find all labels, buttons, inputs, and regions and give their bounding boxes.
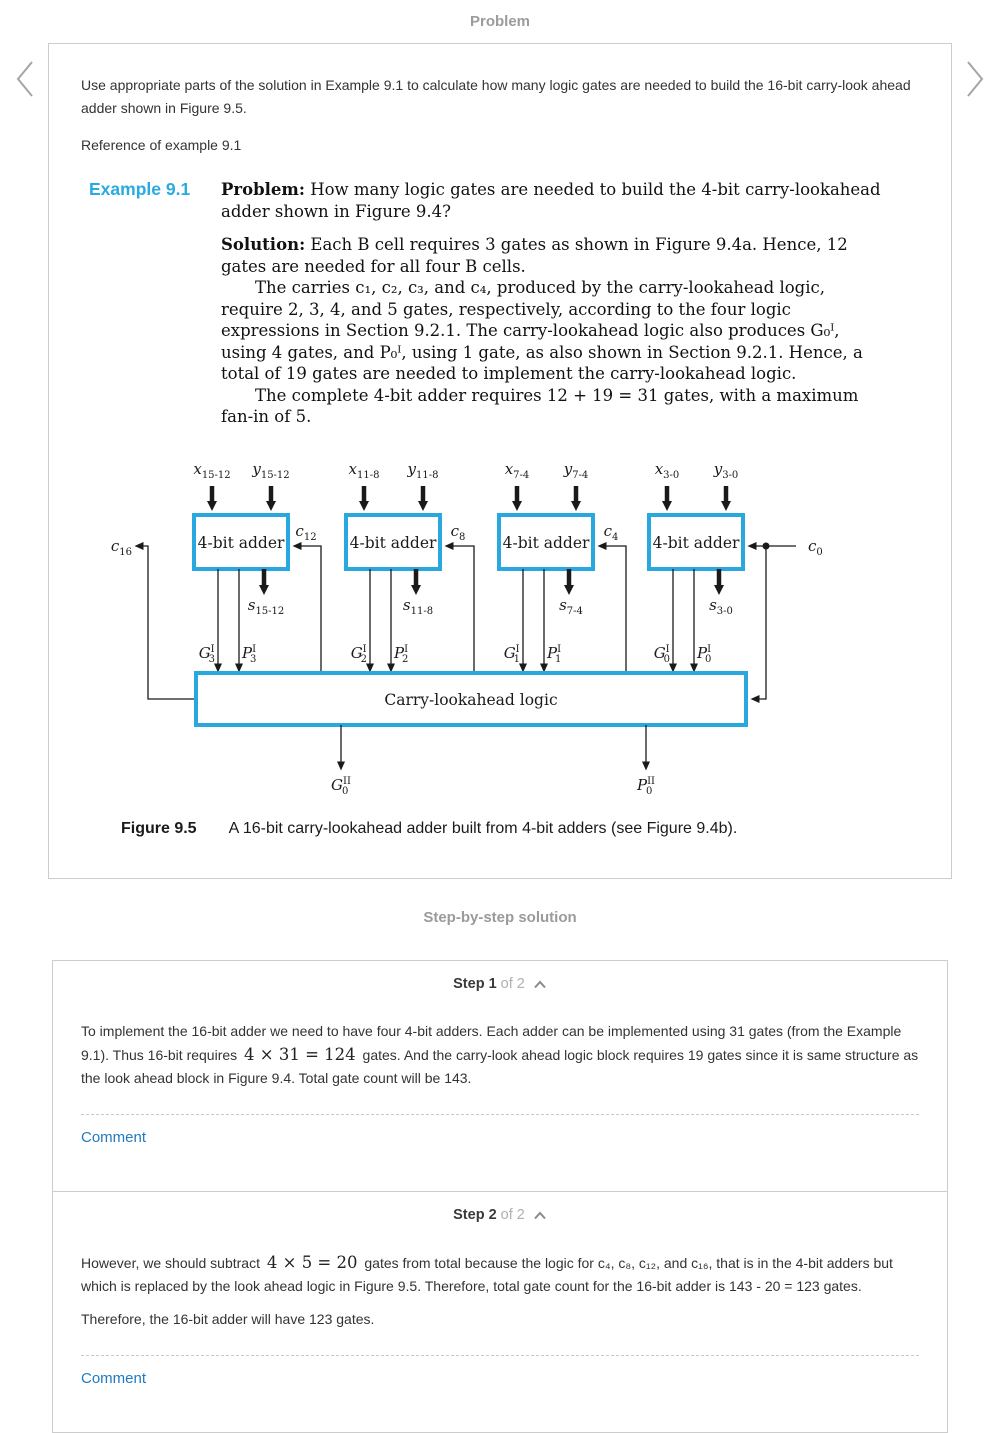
input-label-x15-12: $x_{15-12}$ bbox=[193, 459, 231, 481]
carry-label-c16: $c_{16}$ bbox=[110, 536, 132, 558]
p-label-P2: $P^I$ 2 bbox=[394, 643, 409, 665]
input-label-x7-4: $x_{7-4}$ bbox=[504, 459, 530, 481]
solution-header: Step-by-step solution bbox=[423, 908, 577, 926]
figure-caption-label: Figure 9.5 bbox=[121, 819, 197, 837]
p-label-P1: $P^I$ 1 bbox=[547, 643, 562, 665]
c16-wire bbox=[143, 546, 196, 699]
sum-label-s3-0: $s_{3-0}$ bbox=[709, 595, 733, 617]
next-arrow-button[interactable] bbox=[964, 58, 988, 100]
example-problem-paragraph bbox=[221, 179, 881, 222]
chevron-left-icon bbox=[12, 58, 36, 100]
solution-statement: Each B cell requires 3 gates as shown in Figure 9.4a. Hence, 12 gates are needed for all four B cells. bbox=[221, 235, 848, 276]
solution-bold-label: Solution: bbox=[221, 235, 306, 254]
g-label-G3: $G^I$ 3 bbox=[198, 643, 215, 665]
step2-title: Step 2 bbox=[453, 1206, 497, 1223]
figure-caption-text: A 16-bit carry-lookahead adder built from 4-bit adders (see Figure 9.4b). bbox=[228, 819, 738, 837]
problem-header: Problem bbox=[469, 13, 530, 30]
step2-comment-link[interactable]: Comment bbox=[81, 1369, 147, 1387]
c0-branch-wire bbox=[759, 546, 766, 699]
adder-box-label: 4-bit adder bbox=[502, 533, 590, 552]
input-label-y3-0: $y_{3-0}$ bbox=[713, 459, 739, 481]
step1-card bbox=[52, 960, 948, 1192]
input-label-y15-12: $y_{15-12}$ bbox=[252, 459, 290, 481]
example-paragraph-total: The complete 4-bit adder requires 12 + 19 = 31 gates, with a maximum fan-in of 5. bbox=[221, 385, 859, 426]
sum-label-s15-12: $s_{15-12}$ bbox=[247, 595, 285, 617]
step1-count: of 2 bbox=[500, 975, 525, 992]
chevron-right-icon bbox=[964, 58, 988, 100]
step1-text-post: gates. And the carry-look ahead logic block requires 19 gates since it is same structure as the look ahead block in Figure 9.4. Total gate count will be 143. bbox=[81, 1046, 919, 1086]
problem-reference: Reference of example 9.1 bbox=[81, 137, 242, 153]
input-label-x3-0: $x_{3-0}$ bbox=[654, 459, 680, 481]
carry-label-c0: $c_0$ bbox=[808, 536, 823, 558]
input-label-x11-8: $x_{11-8}$ bbox=[348, 459, 380, 481]
step2-count: of 2 bbox=[500, 1206, 525, 1223]
carry-label-c8: $c_8$ bbox=[450, 521, 466, 543]
example-label: Example 9.1 bbox=[89, 179, 191, 199]
carry-label-c4: $c_4$ bbox=[603, 521, 619, 543]
example-block bbox=[81, 179, 919, 428]
step2-text-pre: However, we should subtract bbox=[81, 1254, 264, 1271]
step2-header bbox=[81, 1192, 919, 1223]
input-label-y11-8: $y_{11-8}$ bbox=[407, 459, 439, 481]
adder-diagram bbox=[96, 458, 876, 808]
divider bbox=[81, 1355, 919, 1356]
step1-paragraph bbox=[81, 1020, 919, 1090]
divider bbox=[81, 1114, 919, 1115]
input-label-y7-4: $y_{7-4}$ bbox=[563, 459, 589, 481]
step2-text-post: gates from total because the logic for c₄, c₈, c₁₂, and c₁₆, that is in the 4-bit adders but which is replaced by the look ahead logic in Figure 9.5. Therefore, total gate count for the 16-bit adder is 143 - 20 = 123 gates. bbox=[81, 1254, 893, 1294]
collapse-step2-icon[interactable] bbox=[533, 1211, 547, 1220]
step1-text-pre: To implement the 16-bit adder we need to have four 4-bit adders. Each adder can be implemented using 31 gates (from the Example 9.1). Thus 16-bit requires bbox=[81, 1022, 902, 1063]
adder-box-label: 4-bit adder bbox=[197, 533, 285, 552]
step1-math: 4 × 31 = 124 bbox=[244, 1044, 356, 1064]
c4-wire bbox=[606, 546, 626, 673]
g-label-G0: $G^I$ 0 bbox=[653, 643, 670, 665]
adder-block-15-12 bbox=[193, 460, 289, 665]
c8-wire bbox=[453, 546, 474, 673]
example-paragraph-carries: The carries c₁, c₂, c₃, and c₄, produced by the carry-lookahead logic, require 2, 3, 4, and 5 gates, respectively, according to the four logic expressions in Section 9.2.1. The carry-lookahead logic also produces G₀ᴵ, using 4 gates, and P₀ᴵ, using 1 gate, as also shown in Section 9.2.1. Hence, a total of 19 gates are needed to implement the carry-lookahead logic. bbox=[221, 278, 863, 383]
sum-label-s11-8: $s_{11-8}$ bbox=[402, 595, 434, 617]
prev-arrow-button[interactable] bbox=[12, 58, 36, 100]
figure-caption bbox=[121, 820, 919, 838]
step2-card bbox=[52, 1191, 948, 1433]
step1-title: Step 1 bbox=[453, 975, 497, 992]
adder-block-11-8 bbox=[346, 460, 440, 665]
g-label-G1: $G^I$ 1 bbox=[503, 643, 520, 665]
problem-text: Use appropriate parts of the solution in Example 9.1 to calculate how many logic gates are needed to build the 16-bit carry-look ahead adder shown in Figure 9.5. bbox=[81, 77, 911, 116]
problem-card bbox=[48, 43, 952, 879]
figure-9-5 bbox=[96, 458, 919, 838]
step1-header bbox=[81, 961, 919, 992]
c12-wire bbox=[301, 546, 321, 673]
adder-box-label: 4-bit adder bbox=[349, 533, 437, 552]
collapse-step1-icon[interactable] bbox=[533, 980, 547, 989]
problem-bold-label: Problem: bbox=[221, 180, 305, 199]
step2-conclusion: Therefore, the 16-bit adder will have 123 gates. bbox=[81, 1310, 375, 1327]
cla-box-label: Carry-lookahead logic bbox=[384, 690, 558, 709]
adder-box-label: 4-bit adder bbox=[652, 533, 740, 552]
p-label-P0: $P^I$ 0 bbox=[697, 643, 712, 665]
example-body bbox=[221, 179, 881, 428]
step1-comment-link[interactable]: Comment bbox=[81, 1128, 147, 1146]
problem-statement: How many logic gates are needed to build the 4-bit carry-lookahead adder shown in Figure 9.4? bbox=[221, 180, 881, 221]
step2-paragraph bbox=[81, 1251, 919, 1298]
adder-block-7-4 bbox=[499, 460, 593, 665]
output-label-P0II: $P^{II}$ 0 bbox=[637, 775, 655, 797]
g-label-G2: $G^I$ 2 bbox=[350, 643, 367, 665]
adder-block-3-0 bbox=[649, 460, 743, 665]
carry-lookahead-block bbox=[196, 673, 746, 797]
carry-label-c12: $c_{12}$ bbox=[295, 521, 317, 543]
step2-math: 4 × 5 = 20 bbox=[266, 1252, 358, 1272]
p-label-P3: $P^I$ 3 bbox=[242, 643, 257, 665]
example-solution-paragraph bbox=[221, 234, 881, 277]
sum-label-s7-4: $s_{7-4}$ bbox=[559, 595, 583, 617]
output-label-G0II: $G^{II}$ 0 bbox=[331, 775, 351, 797]
